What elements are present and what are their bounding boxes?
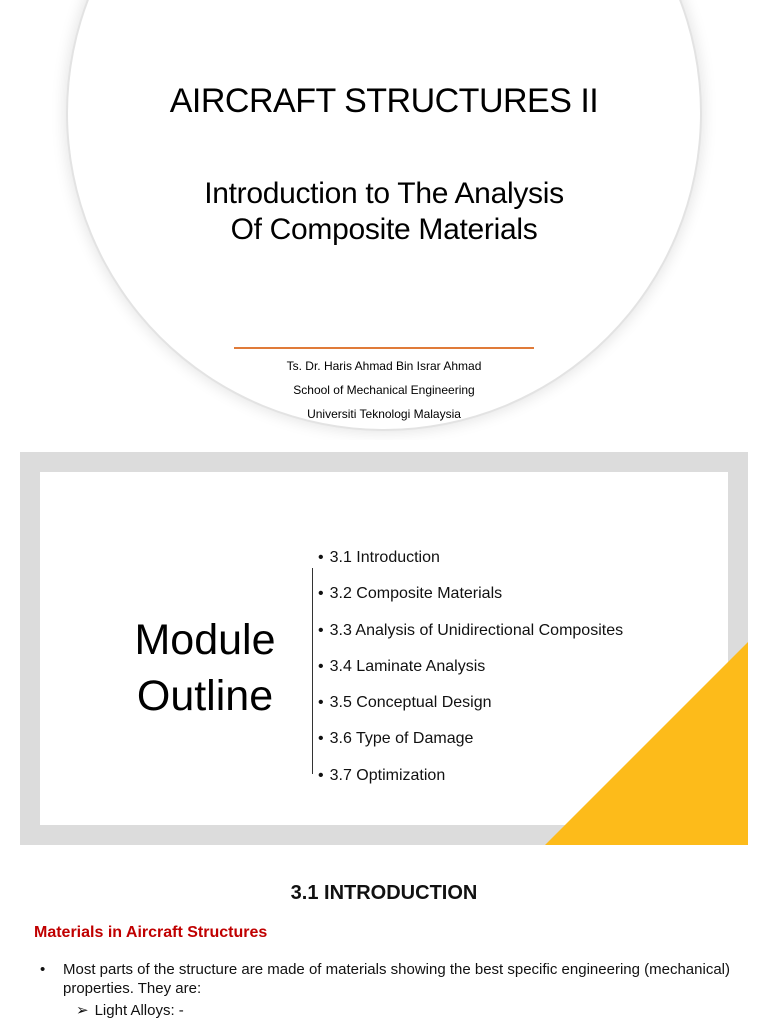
- bullet-icon: •: [318, 730, 324, 748]
- author-school: School of Mechanical Engineering: [293, 383, 475, 397]
- outline-item: [318, 762, 623, 798]
- section-title: 3.1 INTRODUCTION: [290, 882, 478, 904]
- bullet-icon: •: [318, 621, 324, 639]
- outline-item-label: 3.5 Conceptual Design: [329, 694, 492, 712]
- section-subheading: Materials in Aircraft Structures: [34, 924, 268, 941]
- outline-item: [318, 544, 623, 580]
- outline-item: [318, 617, 623, 653]
- slide-title: AIRCRAFT STRUCTURES II: [169, 82, 599, 120]
- bullet-icon: •: [318, 657, 324, 675]
- outline-item-label: 3.6 Type of Damage: [329, 730, 474, 748]
- outline-item-label: 3.4 Laminate Analysis: [329, 657, 486, 675]
- outline-item-label: 3.1 Introduction: [329, 549, 440, 566]
- subtitle-line-1: Introduction to The Analysis: [204, 177, 564, 210]
- outline-item-label: 3.3 Analysis of Unidirectional Composites: [329, 621, 624, 639]
- outline-item-label: 3.7 Optimization: [329, 766, 446, 784]
- subtitle-line-2: Of Composite Materials: [230, 213, 538, 246]
- paragraph-text: Most parts of the structure are made of materials showing the best specific engineering (mechanical) properties. They are:: [63, 961, 730, 997]
- slide-subtitle: [0, 176, 768, 248]
- module-outline-slide: [20, 452, 748, 845]
- author-block: [0, 354, 768, 426]
- outline-item: [318, 580, 623, 616]
- sub-bullet: [76, 1001, 184, 1019]
- arrow-bullet-icon: ➢: [76, 1002, 89, 1019]
- outline-heading-line-1: Module: [134, 616, 276, 664]
- title-divider: [234, 347, 534, 349]
- outline-item-label: 3.2 Composite Materials: [329, 585, 503, 603]
- bullet-icon: •: [318, 549, 324, 566]
- outline-list: [318, 544, 623, 798]
- outline-divider: [312, 568, 313, 774]
- sub-bullet-text: Light Alloys: -: [94, 1002, 184, 1019]
- outline-item: [318, 689, 623, 725]
- author-university: Universiti Teknologi Malaysia: [307, 407, 461, 421]
- author-name: Ts. Dr. Haris Ahmad Bin Israr Ahmad: [286, 359, 482, 373]
- bullet-icon: •: [318, 694, 324, 712]
- bullet-icon: •: [318, 766, 324, 784]
- title-slide: [0, 0, 768, 440]
- outline-heading: [100, 612, 310, 724]
- outline-item: [318, 725, 623, 761]
- bullet-icon: •: [318, 585, 324, 603]
- outline-heading-line-2: Outline: [136, 672, 274, 720]
- outline-item: [318, 653, 623, 689]
- bullet-paragraph: [40, 960, 740, 998]
- bullet-icon: •: [40, 961, 46, 978]
